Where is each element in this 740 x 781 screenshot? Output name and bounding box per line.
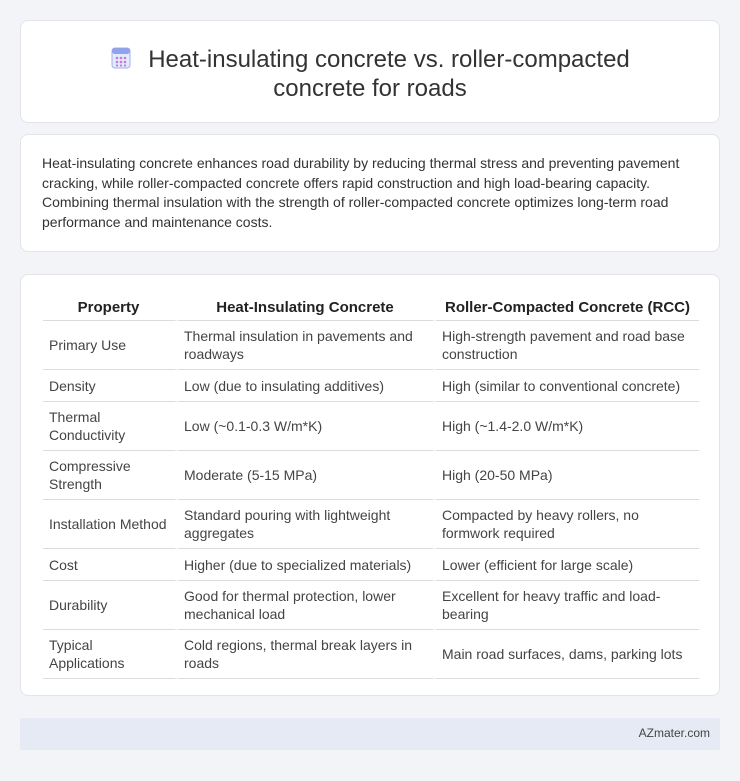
table-cell: Compacted by heavy rollers, no formwork required xyxy=(436,500,699,549)
footer-brand[interactable]: AZmater.com xyxy=(638,726,710,740)
table-cell: Cold regions, thermal break layers in roads xyxy=(178,630,436,679)
table-row xyxy=(43,370,699,402)
table-row xyxy=(43,581,699,630)
table-row xyxy=(43,500,699,549)
table-cell: Typical Applications xyxy=(43,630,178,679)
comparison-card xyxy=(20,274,720,696)
table-cell: High (similar to conventional concrete) xyxy=(436,370,699,402)
title-card xyxy=(20,20,720,123)
table-row xyxy=(43,321,699,370)
table-header-row xyxy=(43,293,699,321)
table-row xyxy=(43,402,699,451)
footer xyxy=(20,718,720,750)
table-cell: Moderate (5-15 MPa) xyxy=(178,451,436,500)
calculator-icon xyxy=(110,47,132,69)
table-cell: High-strength pavement and road base construction xyxy=(436,321,699,370)
table-cell: Higher (due to specialized materials) xyxy=(178,549,436,581)
table-cell: Thermal insulation in pavements and roadways xyxy=(178,321,436,370)
page-title-wrap xyxy=(21,45,719,103)
table-cell: Compressive Strength xyxy=(43,451,178,500)
table-cell: Lower (efficient for large scale) xyxy=(436,549,699,581)
table-cell: Low (due to insulating additives) xyxy=(178,370,436,402)
column-header-rcc: Roller-Compacted Concrete (RCC) xyxy=(436,293,699,321)
table-cell: High (~1.4-2.0 W/m*K) xyxy=(436,402,699,451)
table-cell: Primary Use xyxy=(43,321,178,370)
page-title: Heat-insulating concrete vs. roller-compacted concrete for roads xyxy=(148,46,630,102)
table-row xyxy=(43,630,699,679)
table-cell: Density xyxy=(43,370,178,402)
table-cell: Cost xyxy=(43,549,178,581)
table-cell: Thermal Conductivity xyxy=(43,402,178,451)
table-cell: Excellent for heavy traffic and load-bearing xyxy=(436,581,699,630)
table-cell: Good for thermal protection, lower mechanical load xyxy=(178,581,436,630)
table-cell: Low (~0.1-0.3 W/m*K) xyxy=(178,402,436,451)
table-cell: Standard pouring with lightweight aggregates xyxy=(178,500,436,549)
table-row xyxy=(43,549,699,581)
intro-card xyxy=(20,134,720,252)
column-header-property: Property xyxy=(43,293,178,321)
table-cell: High (20-50 MPa) xyxy=(436,451,699,500)
column-header-heat-insulating: Heat-Insulating Concrete xyxy=(178,293,436,321)
table-cell: Main road surfaces, dams, parking lots xyxy=(436,630,699,679)
intro-text: Heat-insulating concrete enhances road durability by reducing thermal stress and preventing pavement cracking, while roller-compacted concrete offers rapid construction and high load-bearing capacity. Combining thermal insulation with the strength of roller-compacted concrete optimizes long-term road performance and maintenance costs. xyxy=(42,155,680,230)
table-row xyxy=(43,451,699,500)
table-cell: Installation Method xyxy=(43,500,178,549)
table-cell: Durability xyxy=(43,581,178,630)
comparison-table xyxy=(43,293,699,679)
